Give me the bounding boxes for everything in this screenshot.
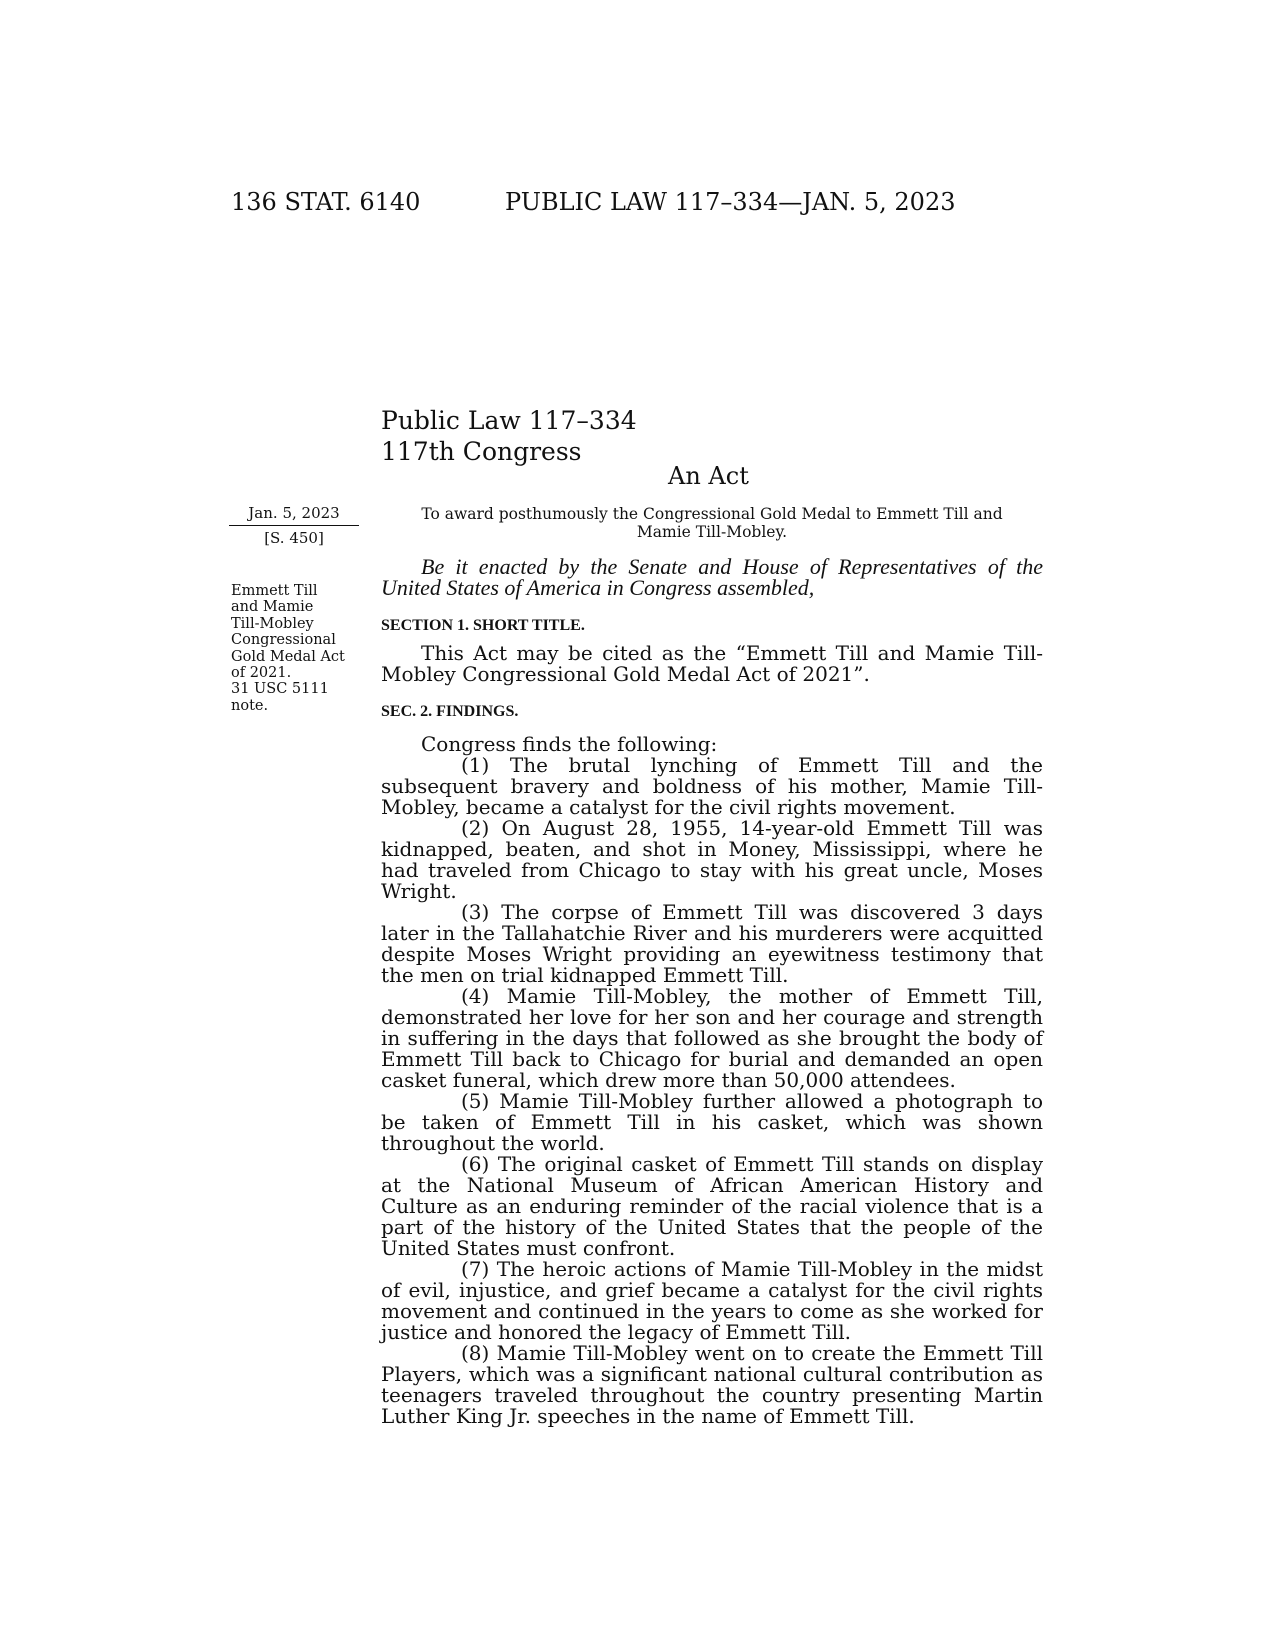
public-law-number: Public Law 117–334	[381, 406, 637, 435]
enacting-clause: Be it enacted by the Senate and House of Representatives of the United States of America in Congress assembled,	[381, 554, 1043, 600]
margin-note-line: Gold Medal Act	[231, 648, 345, 665]
finding-item: (8) Mamie Till-Mobley went on to create the Emmett Till Players, which was a significant national cultural contribution as teenagers traveled throughout the country presenting Martin Luther King Jr. speeches in the name of Emmett Till.	[381, 1341, 1043, 1428]
finding-item: (2) On August 28, 1955, 14-year-old Emmett Till was kidnapped, beaten, and shot in Money, Mississippi, where he had traveled from Chicago to stay with his great uncle, Moses Wright.	[381, 816, 1043, 903]
finding-item: (3) The corpse of Emmett Till was discovered 3 days later in the Tallahatchie River and his murderers were acquitted despite Moses Wright providing an eyewitness testimony that the men on trial kidnapped Emmett Till.	[381, 900, 1043, 987]
margin-note-line: Till-Mobley	[231, 615, 314, 632]
margin-note-line: Emmett Till	[231, 583, 318, 599]
congress-number: 117th Congress	[381, 437, 582, 466]
margin-note-line: 31 USC 5111	[231, 681, 329, 698]
finding-item: (7) The heroic actions of Mamie Till-Mobley in the midst of evil, injustice, and grief became a catalyst for the civil rights movement and continued in the years to come as she worked for justice and honored the legacy of Emmett Till.	[381, 1257, 1043, 1344]
margin-note-line: note.	[231, 697, 269, 714]
findings-intro: Congress finds the following:	[421, 732, 718, 756]
margin-short-title-note	[231, 583, 356, 714]
finding-item: (5) Mamie Till-Mobley further allowed a photograph to be taken of Emmett Till in his casket, which was shown throughout the world.	[381, 1089, 1043, 1155]
margin-date: Jan. 5, 2023	[248, 504, 340, 522]
finding-item: (4) Mamie Till-Mobley, the mother of Emmett Till, demonstrated her love for her son and her courage and strength in suffering in the days that followed as she brought the body of Emmett Till back to Chicago for burial and demanded an open casket funeral, which drew more than 50,000 attendees.	[381, 984, 1043, 1092]
findings-list	[381, 734, 1043, 1427]
section-2-heading: SEC. 2. FINDINGS.	[381, 703, 519, 720]
margin-note-line: of 2021.	[231, 665, 292, 682]
section-1-text: This Act may be cited as the “Emmett Till and Mamie Till-Mobley Congressional Gold Medal Act of 2021”.	[381, 641, 1043, 686]
finding-item: (6) The original casket of Emmett Till stands on display at the National Museum of African American History and Culture as an enduring reminder of the racial violence that is a part of the history of the United States that the people of the United States must confront.	[381, 1152, 1043, 1260]
margin-note-line: and Mamie	[231, 599, 314, 616]
stat-page-number: 136 STAT. 6140	[231, 188, 421, 216]
act-purpose: To award posthumously the Congressional Gold Medal to Emmett Till and Mamie Till-Mobley.	[421, 505, 1003, 541]
law-header	[381, 405, 637, 467]
running-head-law-date: PUBLIC LAW 117–334—JAN. 5, 2023	[505, 188, 956, 216]
act-title: An Act	[668, 462, 749, 490]
section-1-heading: SECTION 1. SHORT TITLE.	[381, 617, 585, 634]
margin-bill-number: [S. 450]	[264, 529, 324, 547]
margin-divider	[229, 525, 359, 526]
finding-item: (1) The brutal lynching of Emmett Till and the subsequent bravery and boldness of his mother, Mamie Till-Mobley, became a catalyst for the civil rights movement.	[381, 753, 1043, 819]
margin-note-line: Congressional	[231, 632, 336, 649]
